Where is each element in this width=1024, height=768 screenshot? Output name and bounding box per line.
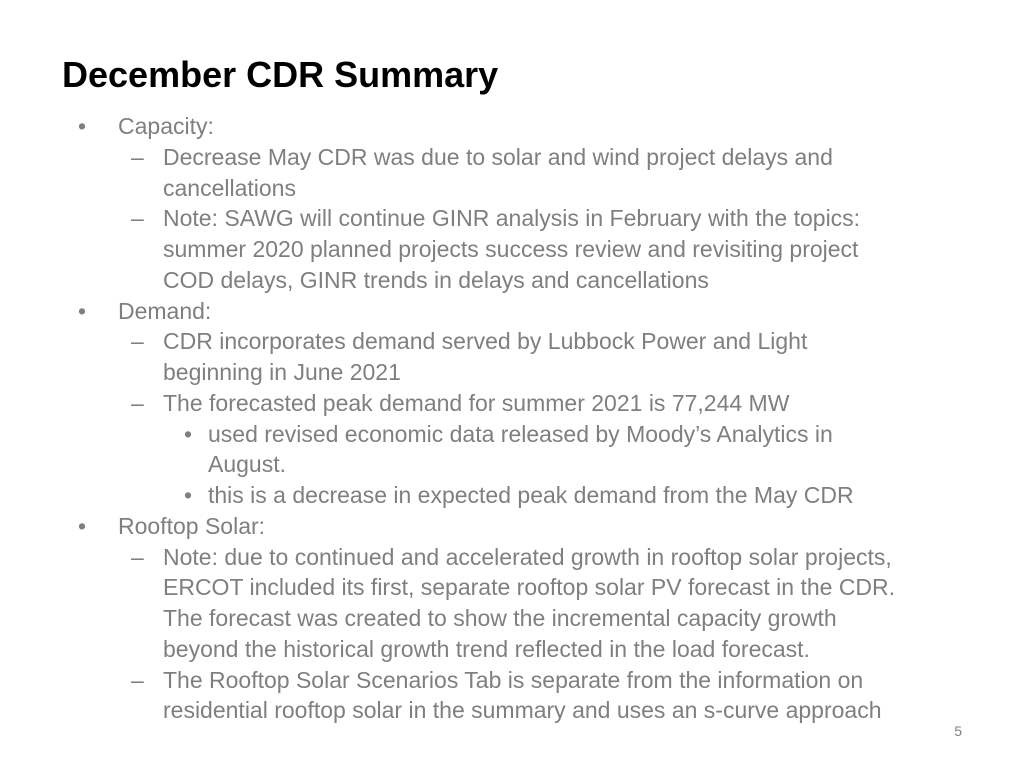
bullet-text: ERCOT included its first, separate rooftop solar PV forecast in the CDR.: [163, 574, 896, 601]
bullet-dot-icon: •: [78, 297, 87, 324]
sub-sub-bullet-decrease: [0, 480, 1024, 511]
page-number: 5: [954, 723, 962, 739]
sub-bullet-continuation: [0, 572, 1024, 603]
bullet-rooftop-solar: [0, 511, 1024, 542]
bullet-text: Decrease May CDR was due to solar and wind project delays and: [163, 143, 833, 170]
bullet-text: The Rooftop Solar Scenarios Tab is separate from the information on: [163, 666, 864, 693]
bullet-text: The forecasted peak demand for summer 2021 is 77,244 MW: [163, 389, 790, 416]
bullet-text: residential rooftop solar in the summary and uses an s-curve approach: [163, 697, 882, 724]
sub-bullet-continuation: [0, 603, 1024, 634]
sub-bullet-rooftop-scenarios: [0, 665, 1024, 696]
bullet-text: used revised economic data released by Moody’s Analytics in: [208, 420, 833, 447]
bullet-demand: [0, 296, 1024, 327]
bullet-text: COD delays, GINR trends in delays and cancellations: [163, 266, 709, 293]
bullet-text: beginning in June 2021: [163, 359, 401, 385]
dash-icon: –: [131, 543, 144, 570]
bullet-text: summer 2020 planned projects success review and revisiting project: [163, 236, 859, 262]
bullet-dot-icon: •: [184, 420, 193, 447]
dash-icon: –: [131, 328, 144, 355]
bullet-text: this is a decrease in expected peak demand from the May CDR: [208, 482, 854, 508]
sub-bullet-continuation: [0, 173, 1024, 204]
sub-bullet-continuation: [0, 634, 1024, 665]
slide-body: [0, 111, 1024, 726]
bullet-dot-icon: •: [78, 512, 87, 539]
bullet-text: Note: due to continued and accelerated growth in rooftop solar projects,: [163, 543, 892, 570]
bullet-capacity: [0, 111, 1024, 142]
sub-bullet-demand-lubbock: [0, 326, 1024, 357]
sub-bullet-continuation: [0, 234, 1024, 265]
dash-icon: –: [131, 389, 144, 416]
bullet-dot-icon: •: [78, 113, 87, 139]
bullet-text: Rooftop Solar:: [118, 512, 266, 539]
dash-icon: –: [131, 666, 144, 693]
sub-bullet-demand-peak: [0, 388, 1024, 419]
bullet-text: cancellations: [163, 174, 296, 201]
sub-bullet-continuation: [0, 695, 1024, 726]
dash-icon: –: [131, 205, 144, 232]
sub-bullet-capacity-note: [0, 203, 1024, 234]
bullet-text: beyond the historical growth trend reflected in the load forecast.: [163, 635, 810, 662]
dash-icon: –: [131, 143, 144, 170]
sub-sub-bullet-moodys: [0, 419, 1024, 450]
bullet-text: CDR incorporates demand served by Lubbock Power and Light: [163, 328, 808, 355]
bullet-dot-icon: •: [184, 482, 193, 508]
sub-bullet-continuation: [0, 265, 1024, 296]
bullet-text: Note: SAWG will continue GINR analysis in February with the topics:: [163, 205, 861, 232]
bullet-text: August.: [208, 451, 286, 478]
sub-bullet-capacity-decrease: [0, 142, 1024, 173]
slide-title: December CDR Summary: [62, 54, 499, 95]
bullet-text: Capacity:: [118, 113, 214, 139]
bullet-text: The forecast was created to show the incremental capacity growth: [163, 605, 837, 631]
sub-bullet-continuation: [0, 357, 1024, 388]
bullet-text: Demand:: [118, 297, 212, 324]
sub-sub-bullet-continuation: [0, 449, 1024, 480]
sub-bullet-rooftop-note: [0, 542, 1024, 573]
